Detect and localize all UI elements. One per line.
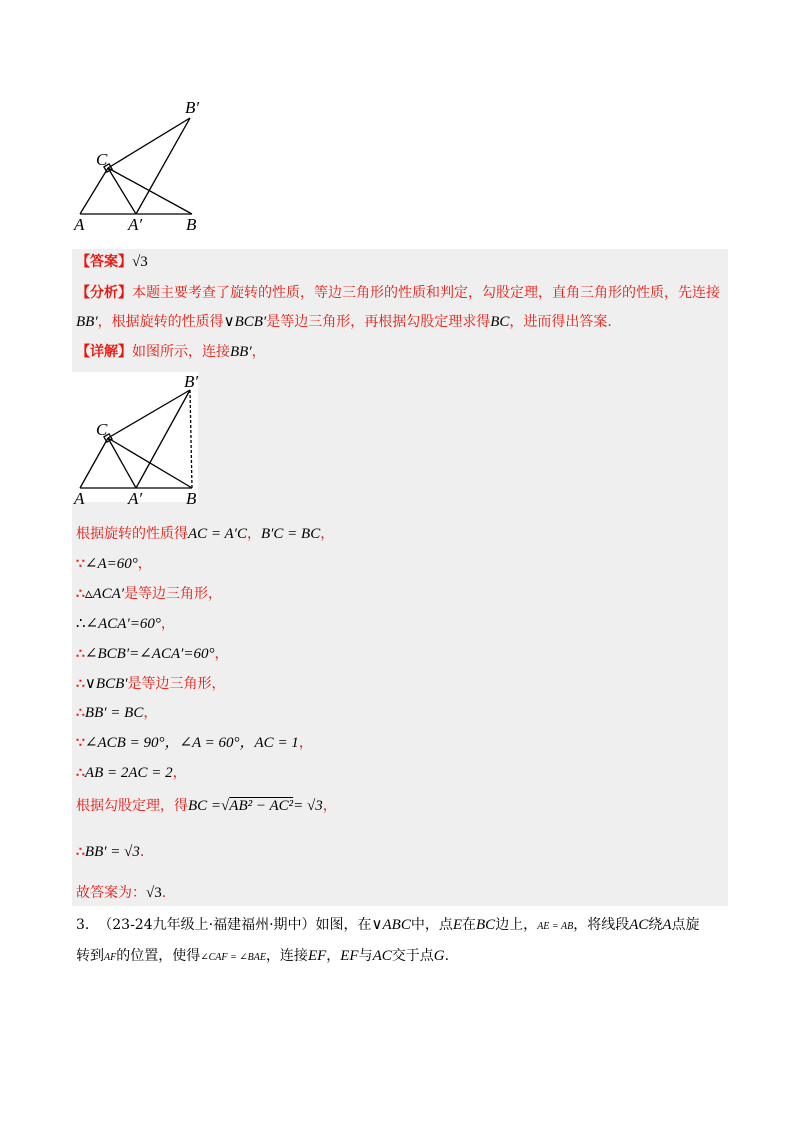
step-10-text: 根据勾股定理，得 (76, 798, 188, 814)
label-A-prime: A′ (128, 215, 143, 234)
figure-rotation-2 (70, 372, 210, 508)
q-text: 如图，在 (315, 917, 372, 933)
detail-line (76, 342, 266, 362)
step-4-math: ∠ACA′=60° (85, 616, 161, 632)
q-text: 绕 (648, 917, 663, 933)
analysis-line-2 (76, 312, 612, 332)
step-1-math-1: AC = A′C (188, 526, 247, 542)
because-symbol: ∵ (76, 556, 85, 572)
step-6 (76, 674, 226, 694)
because-symbol: ∵ (76, 735, 85, 751)
q-text: 中，点 (410, 917, 453, 933)
step-3-text: 是等边三角形， (124, 586, 223, 602)
q-math: G (433, 948, 445, 964)
q-math: E (452, 917, 463, 933)
q-math-small: AE = AB (537, 921, 574, 932)
step-11-math: BB′ = √3 (84, 844, 140, 860)
step-9-math: AB = 2AC = 2 (84, 765, 173, 781)
step-6-text: 是等边三角形， (127, 676, 226, 692)
step-8 (76, 733, 313, 753)
q-text: 在 (462, 917, 477, 933)
detail-tag: 【详解】 (76, 344, 132, 360)
math-bb-prime: BB′ (76, 314, 98, 330)
detail-tail: ， (251, 344, 266, 360)
analysis-line-1 (76, 283, 720, 303)
step-8-tail: ， (298, 735, 313, 751)
q-text: ，将线段 (573, 917, 630, 933)
step-4-tail: ， (160, 616, 175, 632)
step-6-math: ∨BCB′ (84, 676, 128, 692)
q-math: AC (372, 948, 392, 964)
figure-rotation-1 (70, 98, 210, 234)
step-11 (76, 842, 144, 862)
q-math: EF (340, 948, 359, 964)
question-source: （23-24九年级上·福建福州·期中） (98, 917, 316, 933)
step-10-radicand: AB² − AC² (229, 798, 294, 814)
step-4 (76, 614, 175, 634)
q-math: EF (307, 948, 327, 964)
step-3 (76, 584, 222, 604)
q-text: 与 (358, 948, 373, 964)
q-math-small: ∠CAF = ∠BAE (200, 952, 266, 963)
math-triangle-bcb: ∨BCB′ (223, 314, 267, 330)
q-math: AC (629, 917, 649, 933)
q-math: BC (476, 917, 496, 933)
analysis-text-2b: 是等边三角形，再根据勾股定理求得 (266, 314, 491, 330)
final-text: 故答案为： (76, 885, 146, 901)
therefore-symbol: ∴ (76, 844, 85, 860)
label-B-prime: B′ (184, 372, 199, 391)
step-2-tail: ， (137, 556, 152, 572)
therefore-symbol: ∴ (76, 646, 85, 662)
final-tail: . (161, 885, 167, 901)
q-math: ∨ABC (371, 917, 411, 933)
final-answer (76, 883, 166, 903)
step-1-tail: ， (320, 526, 335, 542)
question-3-line-1 (76, 915, 700, 937)
math-bc: BC (490, 314, 510, 330)
step-1-text: 根据旋转的性质得 (76, 526, 188, 542)
step-11-tail: . (139, 844, 145, 860)
step-1 (76, 524, 334, 544)
answer-line (76, 252, 148, 272)
analysis-text-1: 本题主要考查了旋转的性质，等边三角形的性质和判定，勾股定理，直角三角形的性质，先连接 (132, 285, 720, 301)
question-3-line-2 (76, 946, 449, 968)
detail-text: 如图所示，连接 (132, 344, 230, 360)
detail-math: BB′ (230, 344, 252, 360)
q-text: ，连接 (265, 948, 308, 964)
analysis-text-2c: ，进而得出答案. (509, 314, 612, 330)
label-B-prime: B′ (185, 98, 200, 117)
q-text: . (444, 948, 450, 964)
step-5 (76, 644, 229, 664)
label-C: C (96, 420, 108, 439)
step-10-math-left: BC = (188, 798, 222, 814)
step-5-tail: ， (214, 646, 229, 662)
step-5-math: ∠BCB′=∠ACA′=60° (84, 646, 215, 662)
q-math-small: AF (104, 952, 117, 963)
therefore-symbol: ∴ (76, 705, 85, 721)
step-10-math-right: = √3 (293, 798, 323, 814)
label-A: A (74, 489, 85, 508)
therefore-symbol: ∴ (76, 765, 85, 781)
step-7 (76, 703, 157, 723)
answer-tag: 【答案】 (76, 254, 132, 270)
q-text: ， (326, 948, 341, 964)
step-8-math: ∠ACB = 90°，∠A = 60°，AC = 1 (84, 735, 299, 751)
step-2 (76, 554, 152, 574)
q-text: 交于点 (391, 948, 434, 964)
final-math: √3 (146, 885, 162, 901)
radical-sign: √ (221, 798, 230, 814)
label-A: A (74, 215, 85, 234)
label-A-prime: A′ (128, 489, 143, 508)
step-10 (76, 796, 337, 816)
q-text: 转到 (76, 948, 104, 964)
answer-value: √3 (132, 254, 148, 270)
q-text: 边上， (495, 917, 538, 933)
step-3-math: ▵ACA′ (84, 586, 125, 602)
step-9-tail: ， (172, 765, 187, 781)
step-1-math-2: B′C = BC (260, 526, 321, 542)
question-number: 3. (76, 917, 90, 933)
q-text: 点旋 (671, 917, 700, 933)
step-10-tail: ， (322, 798, 337, 814)
therefore-symbol: ∴ (76, 676, 85, 692)
analysis-text-2a: ，根据旋转的性质得 (97, 314, 224, 330)
label-B: B (186, 489, 197, 508)
step-2-math: ∠A=60° (84, 556, 138, 572)
step-1-sep: ， (246, 526, 261, 542)
q-text: 的位置，使得 (116, 948, 201, 964)
step-7-math: BB′ = BC (84, 705, 144, 721)
q-math: A (662, 917, 672, 933)
therefore-symbol: ∴ (76, 616, 86, 632)
step-9 (76, 763, 187, 783)
step-7-tail: ， (143, 705, 158, 721)
analysis-tag: 【分析】 (76, 285, 132, 301)
label-B: B (186, 215, 197, 234)
therefore-symbol: ∴ (76, 586, 85, 602)
label-C: C (96, 150, 108, 169)
